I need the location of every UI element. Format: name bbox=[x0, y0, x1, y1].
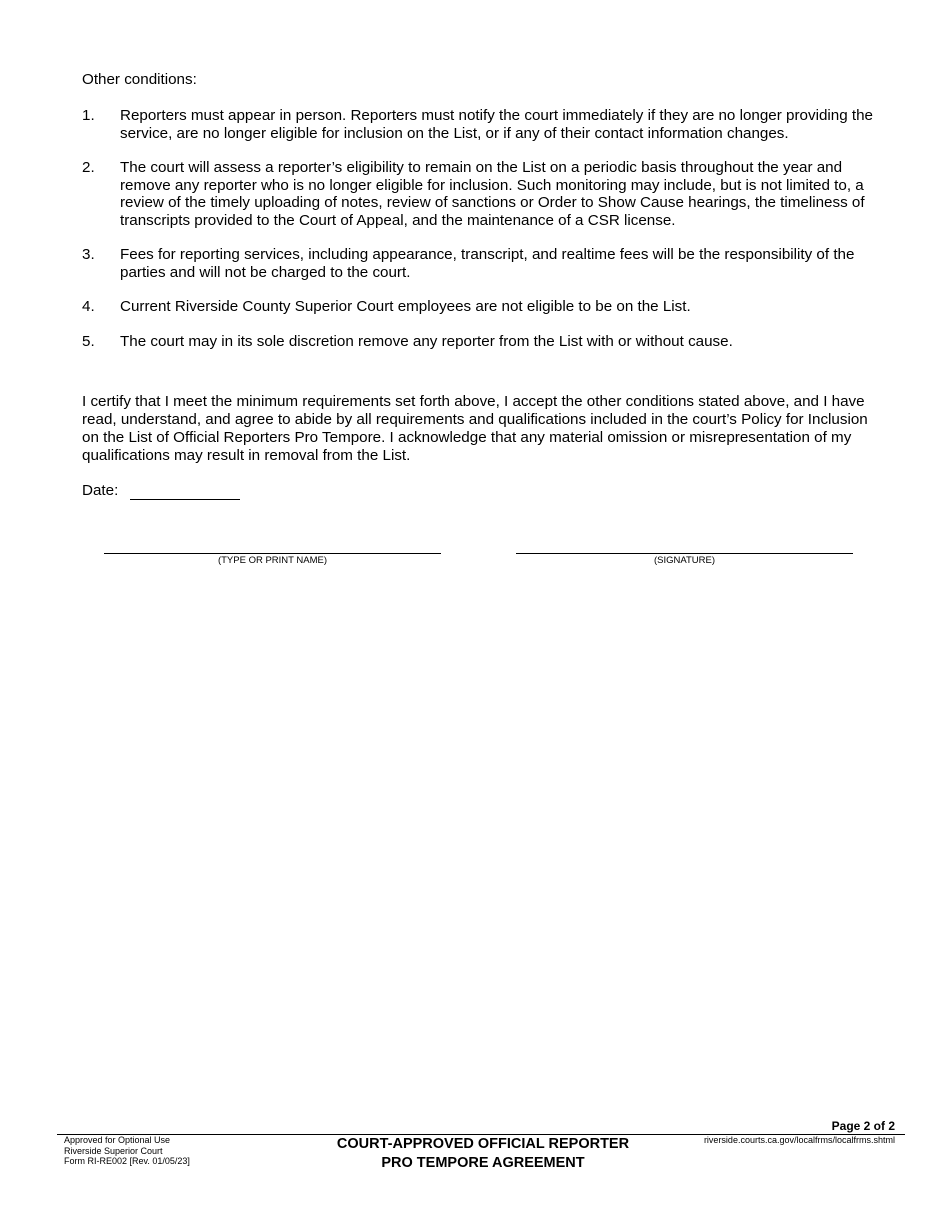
footer-approval bbox=[64, 1135, 190, 1167]
conditions-heading: Other conditions: bbox=[82, 71, 197, 88]
condition-number: 4. bbox=[82, 298, 95, 315]
conditions-list bbox=[82, 107, 877, 367]
court-name: Riverside Superior Court bbox=[64, 1145, 163, 1156]
form-title bbox=[300, 1135, 666, 1172]
condition-number: 2. bbox=[82, 159, 95, 176]
condition-item bbox=[82, 333, 877, 351]
signature-label: (SIGNATURE) bbox=[653, 555, 716, 566]
condition-text: Fees for reporting services, including appearance, transcript, and realtime fees will be the responsibility of the parties and will not be charged to the court. bbox=[120, 246, 855, 281]
date-label: Date: bbox=[82, 482, 119, 499]
date-row bbox=[82, 482, 240, 500]
condition-item bbox=[82, 298, 877, 316]
condition-text: The court will assess a reporter’s eligibility to remain on the List on a periodic basis throughout the year and remove any reporter who is no longer eligible for inclusion. Such monitoring may include, but is not limited to, a review of the timely uploading of notes, review of sanctions or Order to Show Cause hearings, the timeliness of transcripts provided to the Court of Appeal, and the maintenance of a CSR license. bbox=[120, 159, 865, 229]
forms-url: riverside.courts.ca.gov/localfrms/localfrms.shtml bbox=[703, 1135, 895, 1145]
condition-text: Current Riverside County Superior Court employees are not eligible to be on the List. bbox=[120, 298, 691, 315]
form-title-line: COURT-APPROVED OFFICIAL REPORTER bbox=[336, 1136, 630, 1152]
print-name-label: (TYPE OR PRINT NAME) bbox=[217, 555, 328, 566]
signature-field[interactable] bbox=[516, 553, 853, 567]
approval-line: Approved for Optional Use bbox=[64, 1135, 171, 1145]
condition-item bbox=[82, 159, 877, 229]
condition-number: 3. bbox=[82, 246, 95, 263]
condition-item bbox=[82, 246, 877, 281]
condition-text: The court may in its sole discretion remove any reporter from the List with or without cause. bbox=[120, 332, 733, 350]
condition-text: Reporters must appear in person. Reporters must notify the court immediately if they are no longer providing the service, are no longer eligible for inclusion on the List, or if any of their contact information changes. bbox=[120, 107, 873, 142]
print-name-field[interactable] bbox=[104, 553, 441, 567]
form-title-line: PRO TEMPORE AGREEMENT bbox=[381, 1154, 585, 1171]
date-field[interactable] bbox=[130, 483, 240, 500]
condition-number: 1. bbox=[82, 107, 95, 124]
condition-item bbox=[82, 107, 877, 142]
condition-number: 5. bbox=[82, 332, 95, 350]
page-number: Page 2 of 2 bbox=[831, 1119, 895, 1133]
form-id: Form RI-RE002 [Rev. 01/05/23] bbox=[64, 1156, 190, 1166]
certification-statement: I certify that I meet the minimum requirements set forth above, I accept the other conditions stated above, and I have read, understand, and agree to abide by all requirements and qualifications included in the court’s Policy for Inclusion on the List of Official Reporters Pro Tempore. I acknowledge that any material omission or misrepresentation of my qualifications may result in removal from the List. bbox=[82, 393, 868, 464]
